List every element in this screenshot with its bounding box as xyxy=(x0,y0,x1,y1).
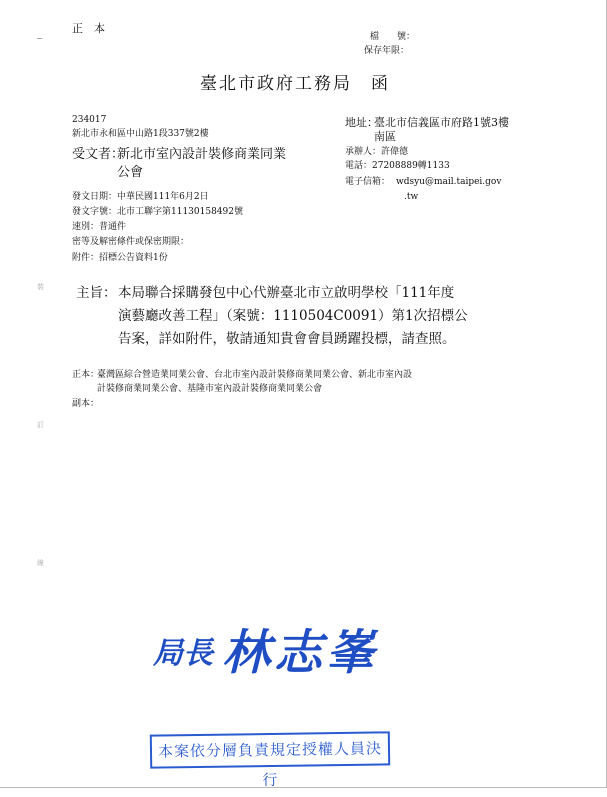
copy-mark: 正 本 xyxy=(72,22,105,35)
recipient-name-line2: 公會 xyxy=(117,165,144,180)
file-number-label: 檔 號： xyxy=(370,32,416,42)
recipient-name-line1: 新北市室內設計裝修商業同業 xyxy=(117,147,287,162)
main-recipients-line2: 計裝修商業同業公會、基隆市室內設計裝修商業同業公會 xyxy=(97,384,323,394)
address-line2: 南區 xyxy=(374,130,396,143)
phone: 電話：27208889轉1133 xyxy=(345,161,450,171)
margin-mark-bind: 裝 xyxy=(37,283,44,291)
subject-line3: 告案，詳如附件，敬請通知貴會會員踴躍投標，請查照。 xyxy=(118,331,456,347)
address-line1: 臺北市信義區市府路1號3樓 xyxy=(374,116,509,129)
email-line2: .tw xyxy=(404,192,419,202)
issue-date: 發文日期：中華民國111年6月2日 xyxy=(72,192,209,202)
subject-line2: 演藝廳改善工程」（案號：1110504C0091）第1次招標公 xyxy=(118,308,468,324)
copy-recipients-label: 副本： xyxy=(72,399,100,409)
handler: 承辦人：許偉德 xyxy=(345,147,409,157)
subject-label: 主旨： xyxy=(76,285,117,301)
email-line1: wdsyu@mail.taipei.gov xyxy=(396,177,502,187)
signature-name: 林志峯 xyxy=(222,625,379,681)
attachment: 附件：招標公告資料1份 xyxy=(72,253,168,263)
subject-line1: 本局聯合採購發包中心代辦臺北市立啟明學校「111年度 xyxy=(118,285,455,301)
address-label: 地址： xyxy=(345,116,378,129)
retention-label: 保存年限： xyxy=(364,46,410,56)
speed: 速別：普通件 xyxy=(72,222,127,232)
margin-tick xyxy=(37,38,42,39)
main-recipients-line1: 臺灣區綜合營造業同業公會、台北市室內設計裝修商業同業公會、新北市室內設 xyxy=(97,370,413,380)
margin-mark-staple: 訂 xyxy=(37,421,44,429)
signature-title: 局長 xyxy=(153,636,213,671)
recipient-address: 新北市永和區中山路1段337號2樓 xyxy=(72,129,209,139)
email-label: 電子信箱： xyxy=(345,177,391,187)
document-title: 臺北市政府工務局 函 xyxy=(200,74,390,94)
recipient-label: 受文者： xyxy=(72,147,125,162)
main-recipients-label: 正本： xyxy=(72,370,100,380)
secrecy: 密等及解密條件或保密期限： xyxy=(72,237,190,247)
issue-number: 發文字號：北市工聯字第11130158492號 xyxy=(72,207,243,217)
authorization-stamp: 本案依分層負責規定授權人員決行 xyxy=(150,731,390,768)
postal-code: 234017 xyxy=(72,115,107,125)
margin-mark-line: 線 xyxy=(37,559,44,567)
